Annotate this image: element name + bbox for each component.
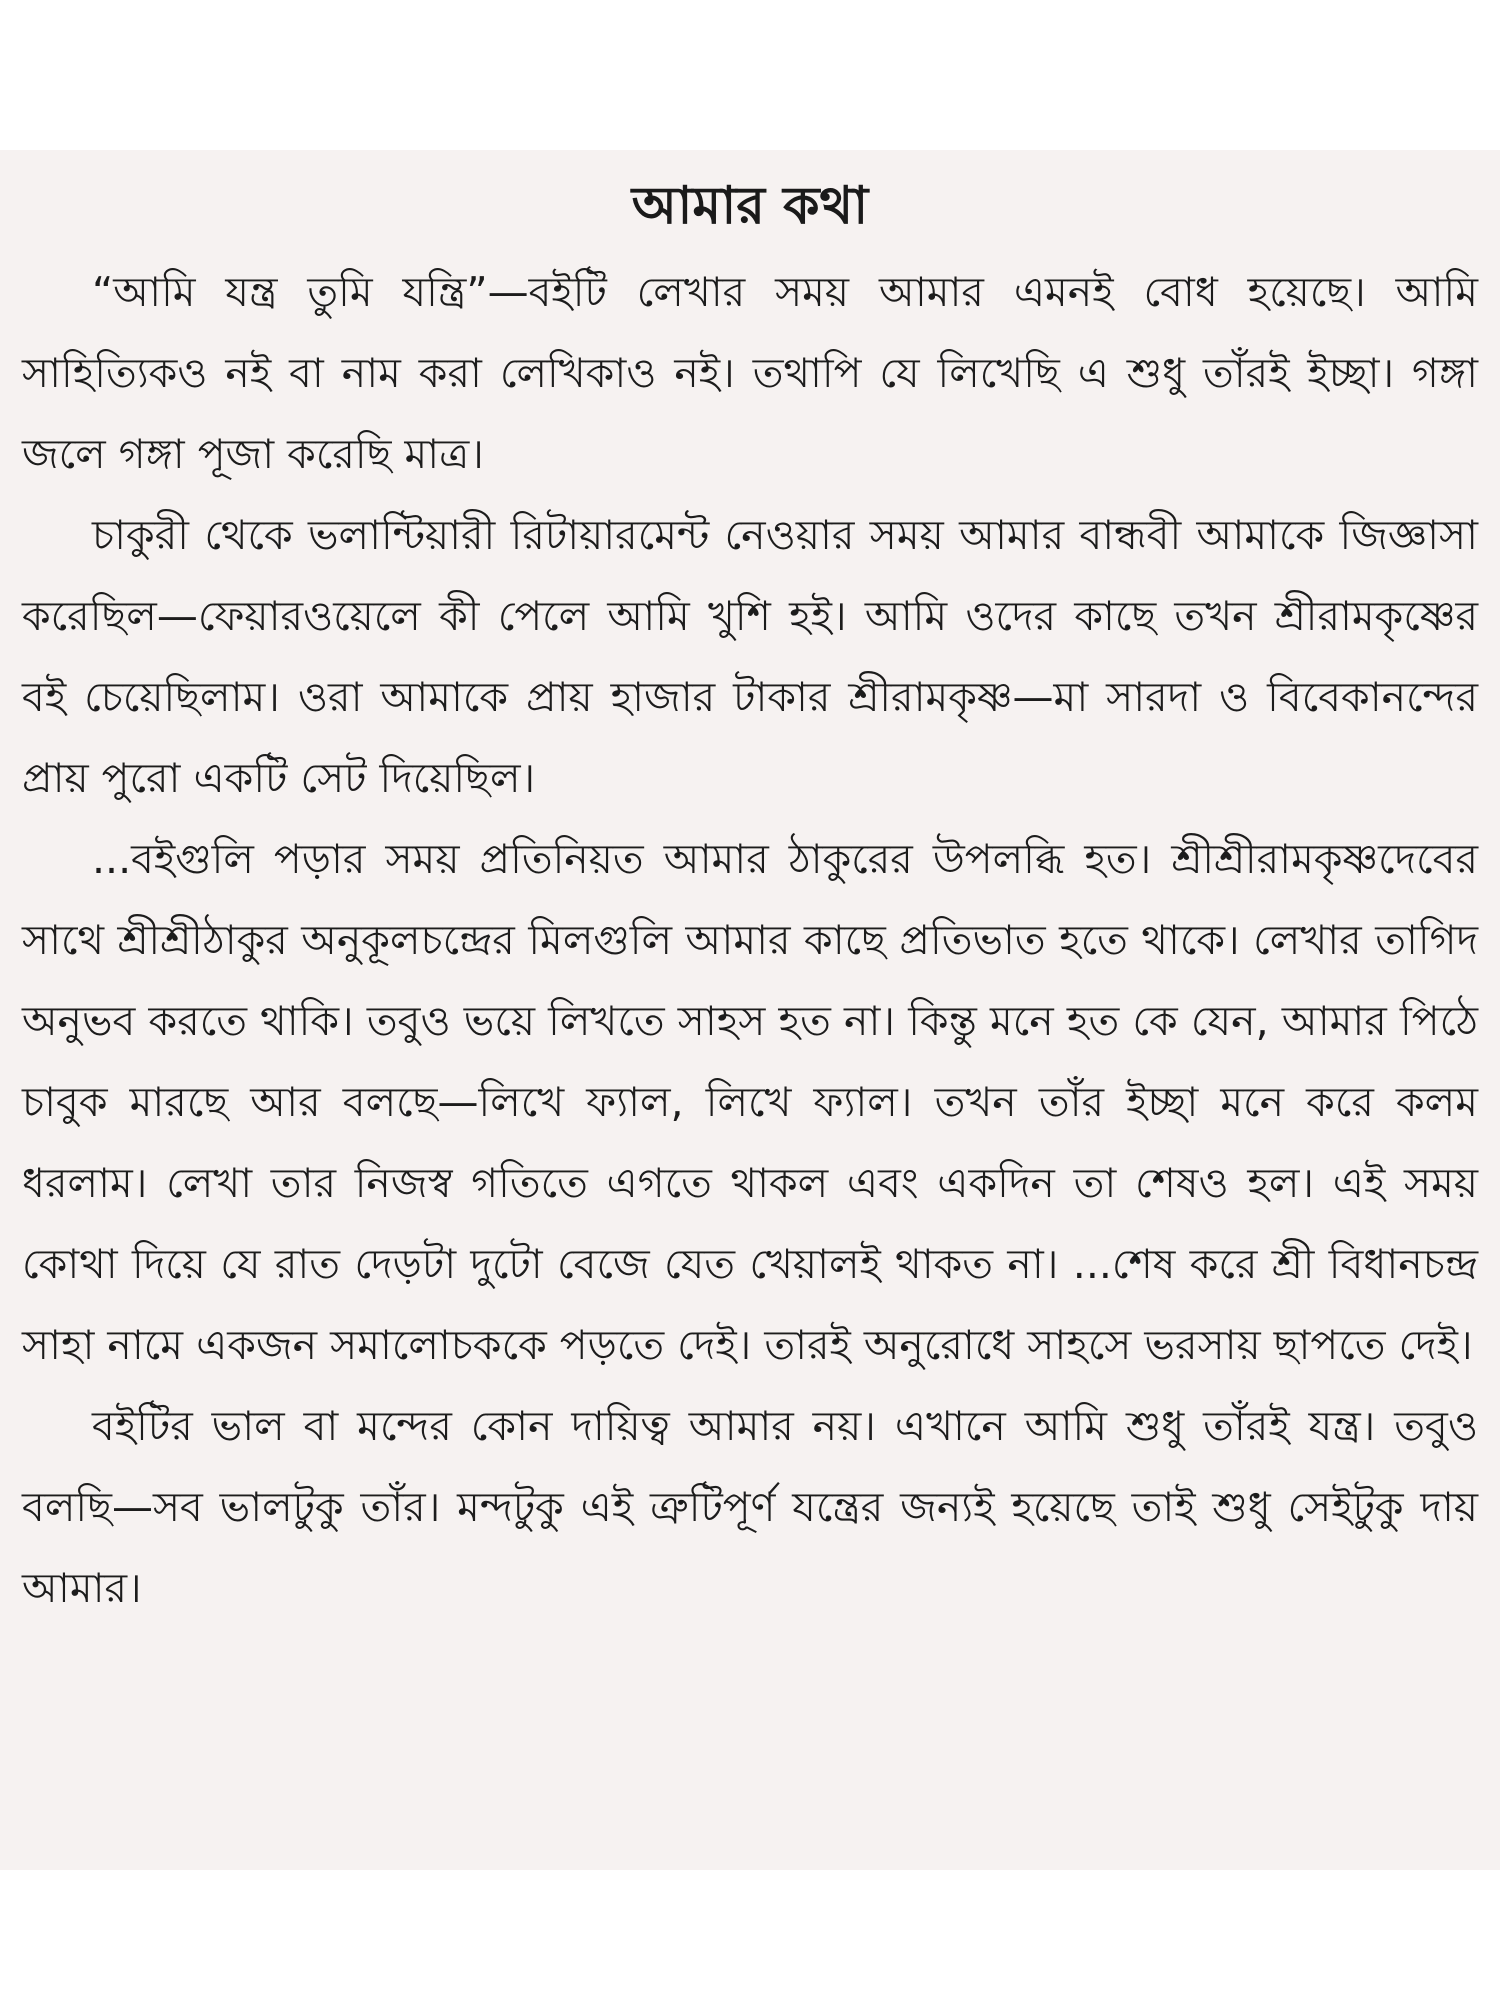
page-title: আমার কথা bbox=[631, 176, 869, 236]
paragraph-4: বইটির ভাল বা মন্দের কোন দায়িত্ব আমার নয়। এখানে আমি শুধু তাঁরই যন্ত্র। তবুও বলছি—সব ভালটুকু তাঁর। মন্দটুকু এই ত্রুটিপূর্ণ যন্ত্রের জন্যই হয়েছে তাই শুধু সেইটুকু দায় আমার। bbox=[22, 1402, 1478, 1612]
paragraph-1: “আমি যন্ত্র তুমি যন্ত্রি”—বইটি লেখার সময় আমার এমনই বোধ হয়েছে। আমি সাহিত্যিকও নই বা নাম করা লেখিকাও নই। তথাপি যে লিখেছি এ শুধু তাঁরই ইচ্ছা। গঙ্গা জলে গঙ্গা পূজা করেছি মাত্র। bbox=[22, 268, 1478, 478]
page-body bbox=[22, 252, 1478, 1629]
book-page bbox=[0, 150, 1500, 1870]
paragraph-2: চাকুরী থেকে ভলান্টিয়ারী রিটায়ারমেন্ট নেওয়ার সময় আমার বান্ধবী আমাকে জিজ্ঞাসা করেছিল—ফেয়ারওয়েলে কী পেলে আমি খুশি হই। আমি ওদের কাছে তখন শ্রীরামকৃষ্ণের বই চেয়েছিলাম। ওরা আমাকে প্রায় হাজার টাকার শ্রীরামকৃষ্ণ—মা সারদা ও বিবেকানন্দের প্রায় পুরো একটি সেট দিয়েছিল। bbox=[22, 511, 1478, 802]
paragraph-3: ...বইগুলি পড়ার সময় প্রতিনিয়ত আমার ঠাকুরের উপলব্ধি হত। শ্রীশ্রীরামকৃষ্ণদেবের সাথে শ্রীশ্রীঠাকুর অনুকূলচন্দ্রের মিলগুলি আমার কাছে প্রতিভাত হতে থাকে। লেখার তাগিদ অনুভব করতে থাকি। তবুও ভয়ে লিখতে সাহস হত না। কিন্তু মনে হত কে যেন, আমার পিঠে চাবুক মারছে আর বলছে—লিখে ফ্যাল, লিখে ফ্যাল। তখন তাঁর ইচ্ছা মনে করে কলম ধরলাম। লেখা তার নিজস্ব গতিতে এগতে থাকল এবং একদিন তা শেষও হল। এই সময় কোথা দিয়ে যে রাত দেড়টা দুটো বেজে যেত খেয়ালই থাকত না। ...শেষ করে শ্রী বিধানচন্দ্র সাহা নামে একজন সমালোচককে পড়তে দেই। তারই অনুরোধে সাহসে ভরসায় ছাপতে দেই। bbox=[22, 835, 1478, 1369]
